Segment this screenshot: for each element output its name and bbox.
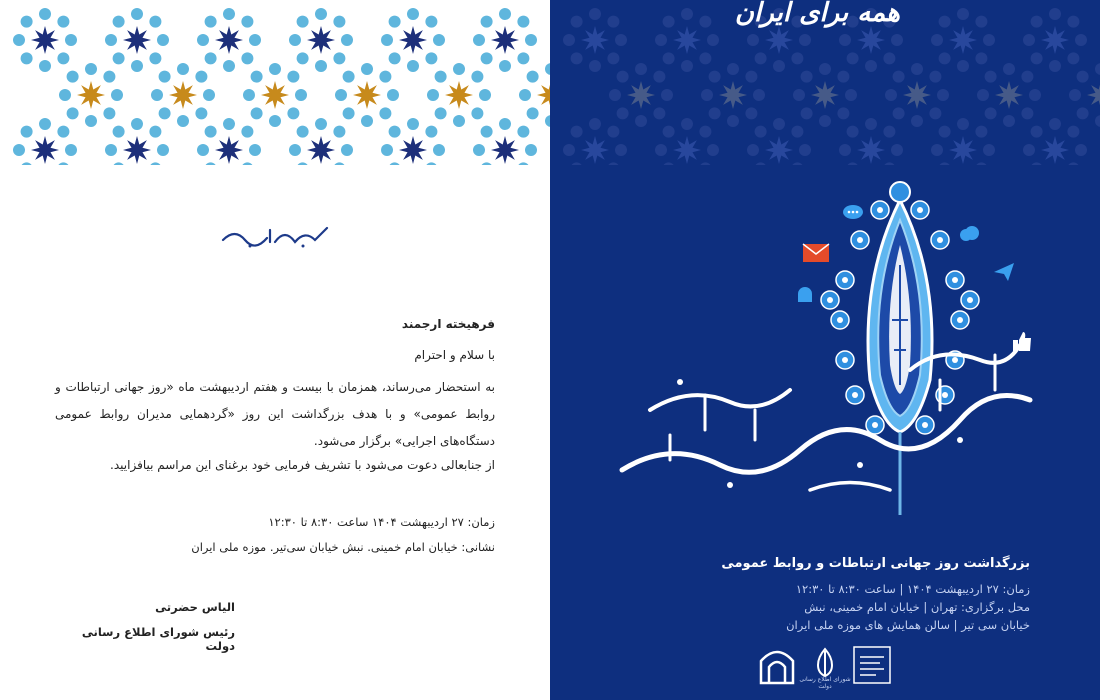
event-venue-line2: خیابان سی تیر | سالن همایش های موزه ملی ایران: [786, 618, 1030, 632]
museum-logo: [758, 643, 796, 687]
signer-name: الیاس حضرتی: [155, 600, 235, 614]
letter-invitation: از جنابعالی دعوت می‌شود با تشریف فرمایی خود برغنای این مراسم بیافزایید.: [110, 458, 495, 472]
event-title: بزرگداشت روز جهانی ارتباطات و روابط عمومی: [721, 556, 1030, 571]
letter-salutation: با سلام و احترام: [414, 348, 495, 362]
letter-body: به استحضار می‌رساند، همزمان با بیست و هفتم اردیبهشت ماه «روز جهانی ارتباطات و روابط عمومی» و با هدف بزرگداشت این روز «گردهمایی مدیران روابط عمومی دستگاه‌های اجرایی» برگزار می‌شود.: [55, 380, 495, 448]
basmala-calligraphy: [215, 220, 335, 250]
letter-greeting: فرهیخته ارجمند: [401, 317, 495, 331]
letter-address: نشانی: خیابان امام خمینی. نبش خیابان سی‌تیر. موزه ملی ایران: [191, 540, 495, 554]
event-poster-panel: [550, 0, 1100, 700]
letter-time: زمان: ۲۷ اردیبهشت ۱۴۰۴ ساعت ۸:۳۰ تا ۱۲:۳۰: [268, 515, 495, 529]
logo-caption: شورای اطلاع رسانی دولت: [799, 676, 851, 690]
event-venue-line1: محل برگزاری: تهران | خیابان امام خمینی، نبش: [804, 600, 1030, 614]
islamic-pattern-top: [0, 0, 550, 165]
council-logo: [852, 643, 892, 687]
calligraphy-title: [610, 290, 1040, 510]
slogan: همه برای ایران: [734, 0, 900, 28]
event-time: زمان: ۲۷ اردیبهشت ۱۴۰۴ | ساعت ۸:۳۰ تا ۱۲:۳۰: [795, 582, 1030, 596]
signer-title: رئیس شورای اطلاع رسانی دولت: [81, 625, 235, 653]
